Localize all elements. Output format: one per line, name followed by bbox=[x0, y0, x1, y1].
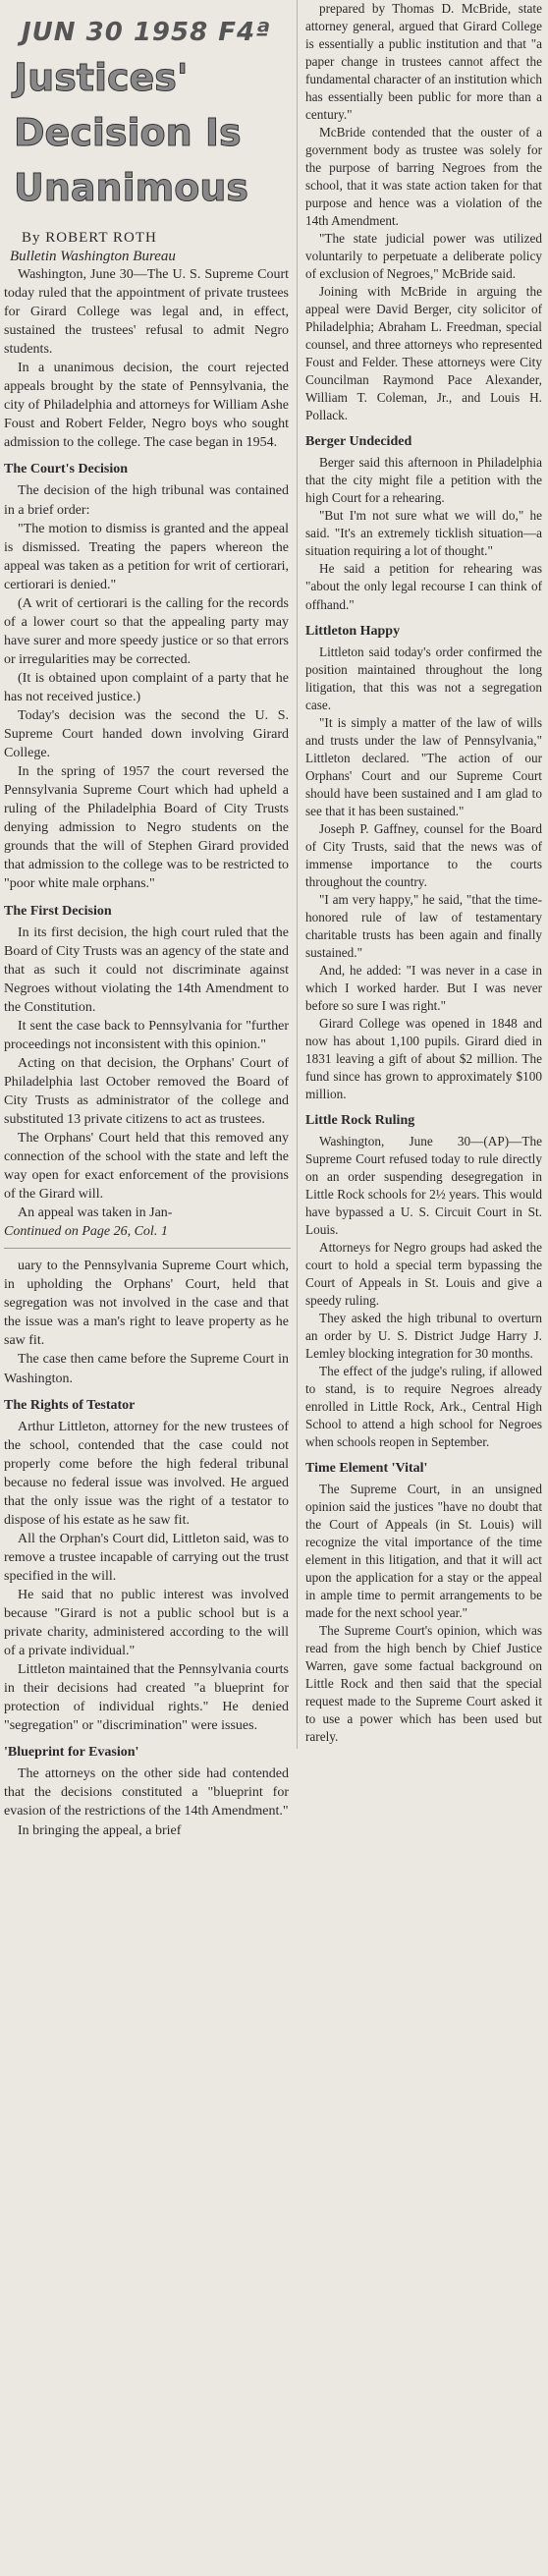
paragraph-group bbox=[301, 1133, 548, 1451]
column-divider bbox=[297, 0, 298, 1749]
article-paragraph: uary to the Pennsylvania Supreme Court which, in upholding the Orphans' Court, held that segregation was not involved in the case and that the issue was a man's right to leave property as he saw fit. bbox=[4, 1259, 289, 1349]
article-paragraph: The attorneys on the other side had contended that the decisions constituted a "blueprint for evasion of the restrictions of the 14th Amendment." bbox=[4, 1766, 289, 1820]
byline: By ROBERT ROTH bbox=[22, 230, 157, 246]
article-paragraph: Berger said this afternoon in Philadelphia that the city might file a petition with the high Court for a rehearing. bbox=[305, 455, 542, 506]
article-paragraph: All the Orphan's Court did, Littleton said, was to remove a trustee incapable of carrying out the trust specified in the will. bbox=[4, 1531, 289, 1584]
headline-line-2: Decision Is bbox=[14, 111, 242, 154]
paragraph-group bbox=[301, 0, 548, 424]
article-paragraph: An appeal was taken in Jan- bbox=[18, 1205, 173, 1221]
article-paragraph: Attorneys for Negro groups had asked the court to hold a special term bypassing the Court of Appeals in St. Louis and give a speedy ruling. bbox=[305, 1240, 542, 1309]
subhead-time-element: Time Element 'Vital' bbox=[305, 1461, 428, 1477]
headline-line-3: Unanimous bbox=[14, 166, 249, 209]
paragraph-group bbox=[0, 265, 295, 452]
article-paragraph: Littleton said today's order confirmed the position maintained throughout the long litigation, that this was not a segregation case. bbox=[305, 644, 542, 712]
headline bbox=[0, 53, 295, 212]
article-paragraph: The effect of the judge's ruling, if allowed to stand, is to require Negroes already enrolled in Little Rock, Ark., Central High School to attend a high school for Negroes when schools reopen in September. bbox=[305, 1364, 542, 1450]
paragraph-group bbox=[301, 1481, 548, 1746]
paragraph-group bbox=[301, 644, 548, 1103]
article-paragraph: "I am very happy," he said, "that the time-honored rule of law of testamentary charitable trusts has been again and finally sustained." bbox=[305, 891, 542, 960]
article-paragraph: (A writ of certiorari is the calling for the records of a lower court so that the appealing party may have surer and more speedy justice or so that errors or irregularities may be corrected. bbox=[4, 595, 289, 667]
article-paragraph: Joining with McBride in arguing the appeal were David Berger, city solicitor of Philadelphia; Abraham L. Freedman, special counsel, and three attorneys who represented Foust and Felder. These attorneys were City Councilman Raymond Pace Alexander, William T. Coleman, Jr., and Louis H. Pollack. bbox=[305, 284, 542, 423]
paragraph-group bbox=[0, 1764, 295, 1839]
article-paragraph: prepared by Thomas D. McBride, state attorney general, argued that Girard College is essentially a public institution and that "a paper change in trustees cannot affect the fundamental character of an institution which has essentially been public for more than a century." bbox=[305, 1, 542, 123]
article-paragraph: In bringing the appeal, a brief bbox=[18, 1822, 182, 1838]
article-paragraph: And, he added: "I was never in a case in which I worked harder. But I was never before so sure I was right." bbox=[305, 962, 542, 1013]
article-paragraph: Littleton maintained that the Pennsylvania courts in their decisions had created "a blueprint for protection of individual rights." He denied "segregation" or "discrimination" were issues. bbox=[4, 1662, 289, 1734]
continued-line: Continued on Page 26, Col. 1 bbox=[4, 1224, 168, 1240]
article-paragraph: Today's decision was the second the U. S. Supreme Court handed down involving Girard College. bbox=[4, 708, 289, 761]
paragraph-group bbox=[301, 454, 548, 613]
subhead-first-decision: The First Decision bbox=[4, 903, 112, 919]
article-paragraph: "The state judicial power was utilized voluntarily to perpetuate a deliberate policy of exclusion of Negroes," McBride said. bbox=[305, 231, 542, 282]
article-paragraph: Joseph P. Gaffney, counsel for the Board of City Trusts, said that the news was of immense importance to the courts throughout the country. bbox=[305, 820, 542, 889]
article-paragraph: The Orphans' Court held that this removed any connection of the school with the state and left the way open for exact enforcement of the provisions of the Girard will. bbox=[4, 1131, 289, 1203]
article-paragraph: He said that no public interest was involved because "Girard is not a public school but is a private charity, administered according to the will of a private individual." bbox=[4, 1588, 289, 1659]
article-paragraph: (It is obtained upon complaint of a party that he has not received justice.) bbox=[4, 670, 289, 704]
article-paragraph: Washington, June 30—The U. S. Supreme Court today ruled that the appointment of private trustees for Girard College was legal and, in effect, sustained the trustees' refusal to admit Negro students. bbox=[4, 267, 289, 358]
article-paragraph: McBride contended that the ouster of a government body as trustee was solely for the purpose of barring Negroes from the school, that it was state action taken for that purpose and hence was a violation of the 14th Amendment. bbox=[305, 125, 542, 229]
article-paragraph: "But I'm not sure what we will do," he said. "It's an extremely ticklish situation—a situation requiring a lot of thought." bbox=[305, 508, 542, 559]
article-paragraph: "It is simply a matter of the law of wills and trusts under the law of Pennsylvania," Littleton declared. "The action of our Orphans' Court and our Supreme Court should have been sustained and I am glad to see that it has been sustained." bbox=[305, 714, 542, 818]
article-paragraph: In its first decision, the high court ruled that the Board of City Trusts was an agency of the state and that as such it could not discriminate against Negroes without violating the 14th Amendment to the Constitution. bbox=[4, 924, 289, 1015]
paragraph-group bbox=[0, 924, 295, 1223]
subhead-berger-undecided: Berger Undecided bbox=[305, 434, 412, 450]
article-paragraph: Girard College was opened in 1848 and now has about 1,100 pupils. Girard died in 1831 leaving a gift of about $2 million. The fund since has grown to approximately $100 million. bbox=[305, 1015, 542, 1101]
article-paragraph: It sent the case back to Pennsylvania for "further proceedings not inconsistent with this opinion." bbox=[4, 1018, 289, 1052]
subhead-rights-of-testator: The Rights of Testator bbox=[4, 1397, 136, 1413]
subhead-littleton-happy: Littleton Happy bbox=[305, 623, 401, 639]
bureau-line: Bulletin Washington Bureau bbox=[10, 249, 176, 264]
article-paragraph: The decision of the high tribunal was contained in a brief order: bbox=[4, 483, 289, 518]
date-stamp: JUN 30 1958 F4ª bbox=[22, 18, 271, 47]
article-paragraph: In the spring of 1957 the court reversed the Pennsylvania Supreme Court which had upheld a ruling of the Philadelphia Board of City Trusts denying admission to Negro students on the grounds that the will of Stephen Girard provided that admission to the college was to be restricted to "poor white male orphans." bbox=[4, 764, 289, 892]
article-paragraph: Arthur Littleton, attorney for the new trustees of the school, contended that the case could not properly come before the high federal tribunal because no federal issue was involved. He argued that the only issue was the right of a testator to dispose of his estate as he saw fit. bbox=[4, 1419, 289, 1528]
subhead-little-rock: Little Rock Ruling bbox=[305, 1112, 415, 1128]
article-paragraph: Acting on that decision, the Orphans' Court of Philadelphia last October removed the Board of City Trusts as administrator of the college and substituted 13 private citizens to act as trustees. bbox=[4, 1055, 289, 1127]
article-paragraph: "The motion to dismiss is granted and the appeal is dismissed. Treating the papers whereon the appeal was taken as a petition for writ of certiorari, certiorari is denied." bbox=[4, 521, 289, 592]
article-paragraph: He said a petition for rehearing was "about the only legal recourse I can think of offhand." bbox=[305, 561, 542, 612]
paragraph-group bbox=[0, 481, 295, 893]
paragraph-group bbox=[0, 1418, 295, 1736]
article-paragraph: The Supreme Court, in an unsigned opinion said the justices "have no doubt that the Court of Appeals (in St. Louis) will recognize the vital importance of the time element in this litigation, and that it will act upon the application for a stay or the appeal in ample time to permit arrangements to be made for the next school year." bbox=[305, 1482, 542, 1621]
article-paragraph: The case then came before the Supreme Court in Washington. bbox=[4, 1352, 289, 1386]
subhead-blueprint: 'Blueprint for Evasion' bbox=[4, 1745, 139, 1761]
headline-line-1: Justices' bbox=[14, 56, 189, 99]
right-column bbox=[301, 0, 548, 1749]
subhead-courts-decision: The Court's Decision bbox=[4, 462, 128, 477]
article-paragraph: In a unanimous decision, the court rejected appeals brought by the state of Pennsylvania, the city of Philadelphia and attorneys for William Ashe Foust and Robert Felder, Negro boys who sought admission to the college. The case began in 1954. bbox=[4, 361, 289, 451]
paragraph-group bbox=[0, 1257, 295, 1387]
article-paragraph: The Supreme Court's opinion, which was read from the high bench by Chief Justice Warren, gave some factual background on Little Rock and then said that the special request made to the Supreme Court asked it to use a power which has been used but rarely. bbox=[305, 1623, 542, 1745]
divider bbox=[4, 1248, 291, 1249]
article-paragraph: They asked the high tribunal to overturn an order by U. S. District Judge Harry J. Lemley blocking integration for 30 months. bbox=[305, 1311, 542, 1362]
article-paragraph: Washington, June 30—(AP)—The Supreme Court refused today to rule directly on an order suspending desegregation in Little Rock schools for 2½ years. This would have bypassed a U. S. Circuit Court in St. Louis. bbox=[305, 1133, 542, 1237]
